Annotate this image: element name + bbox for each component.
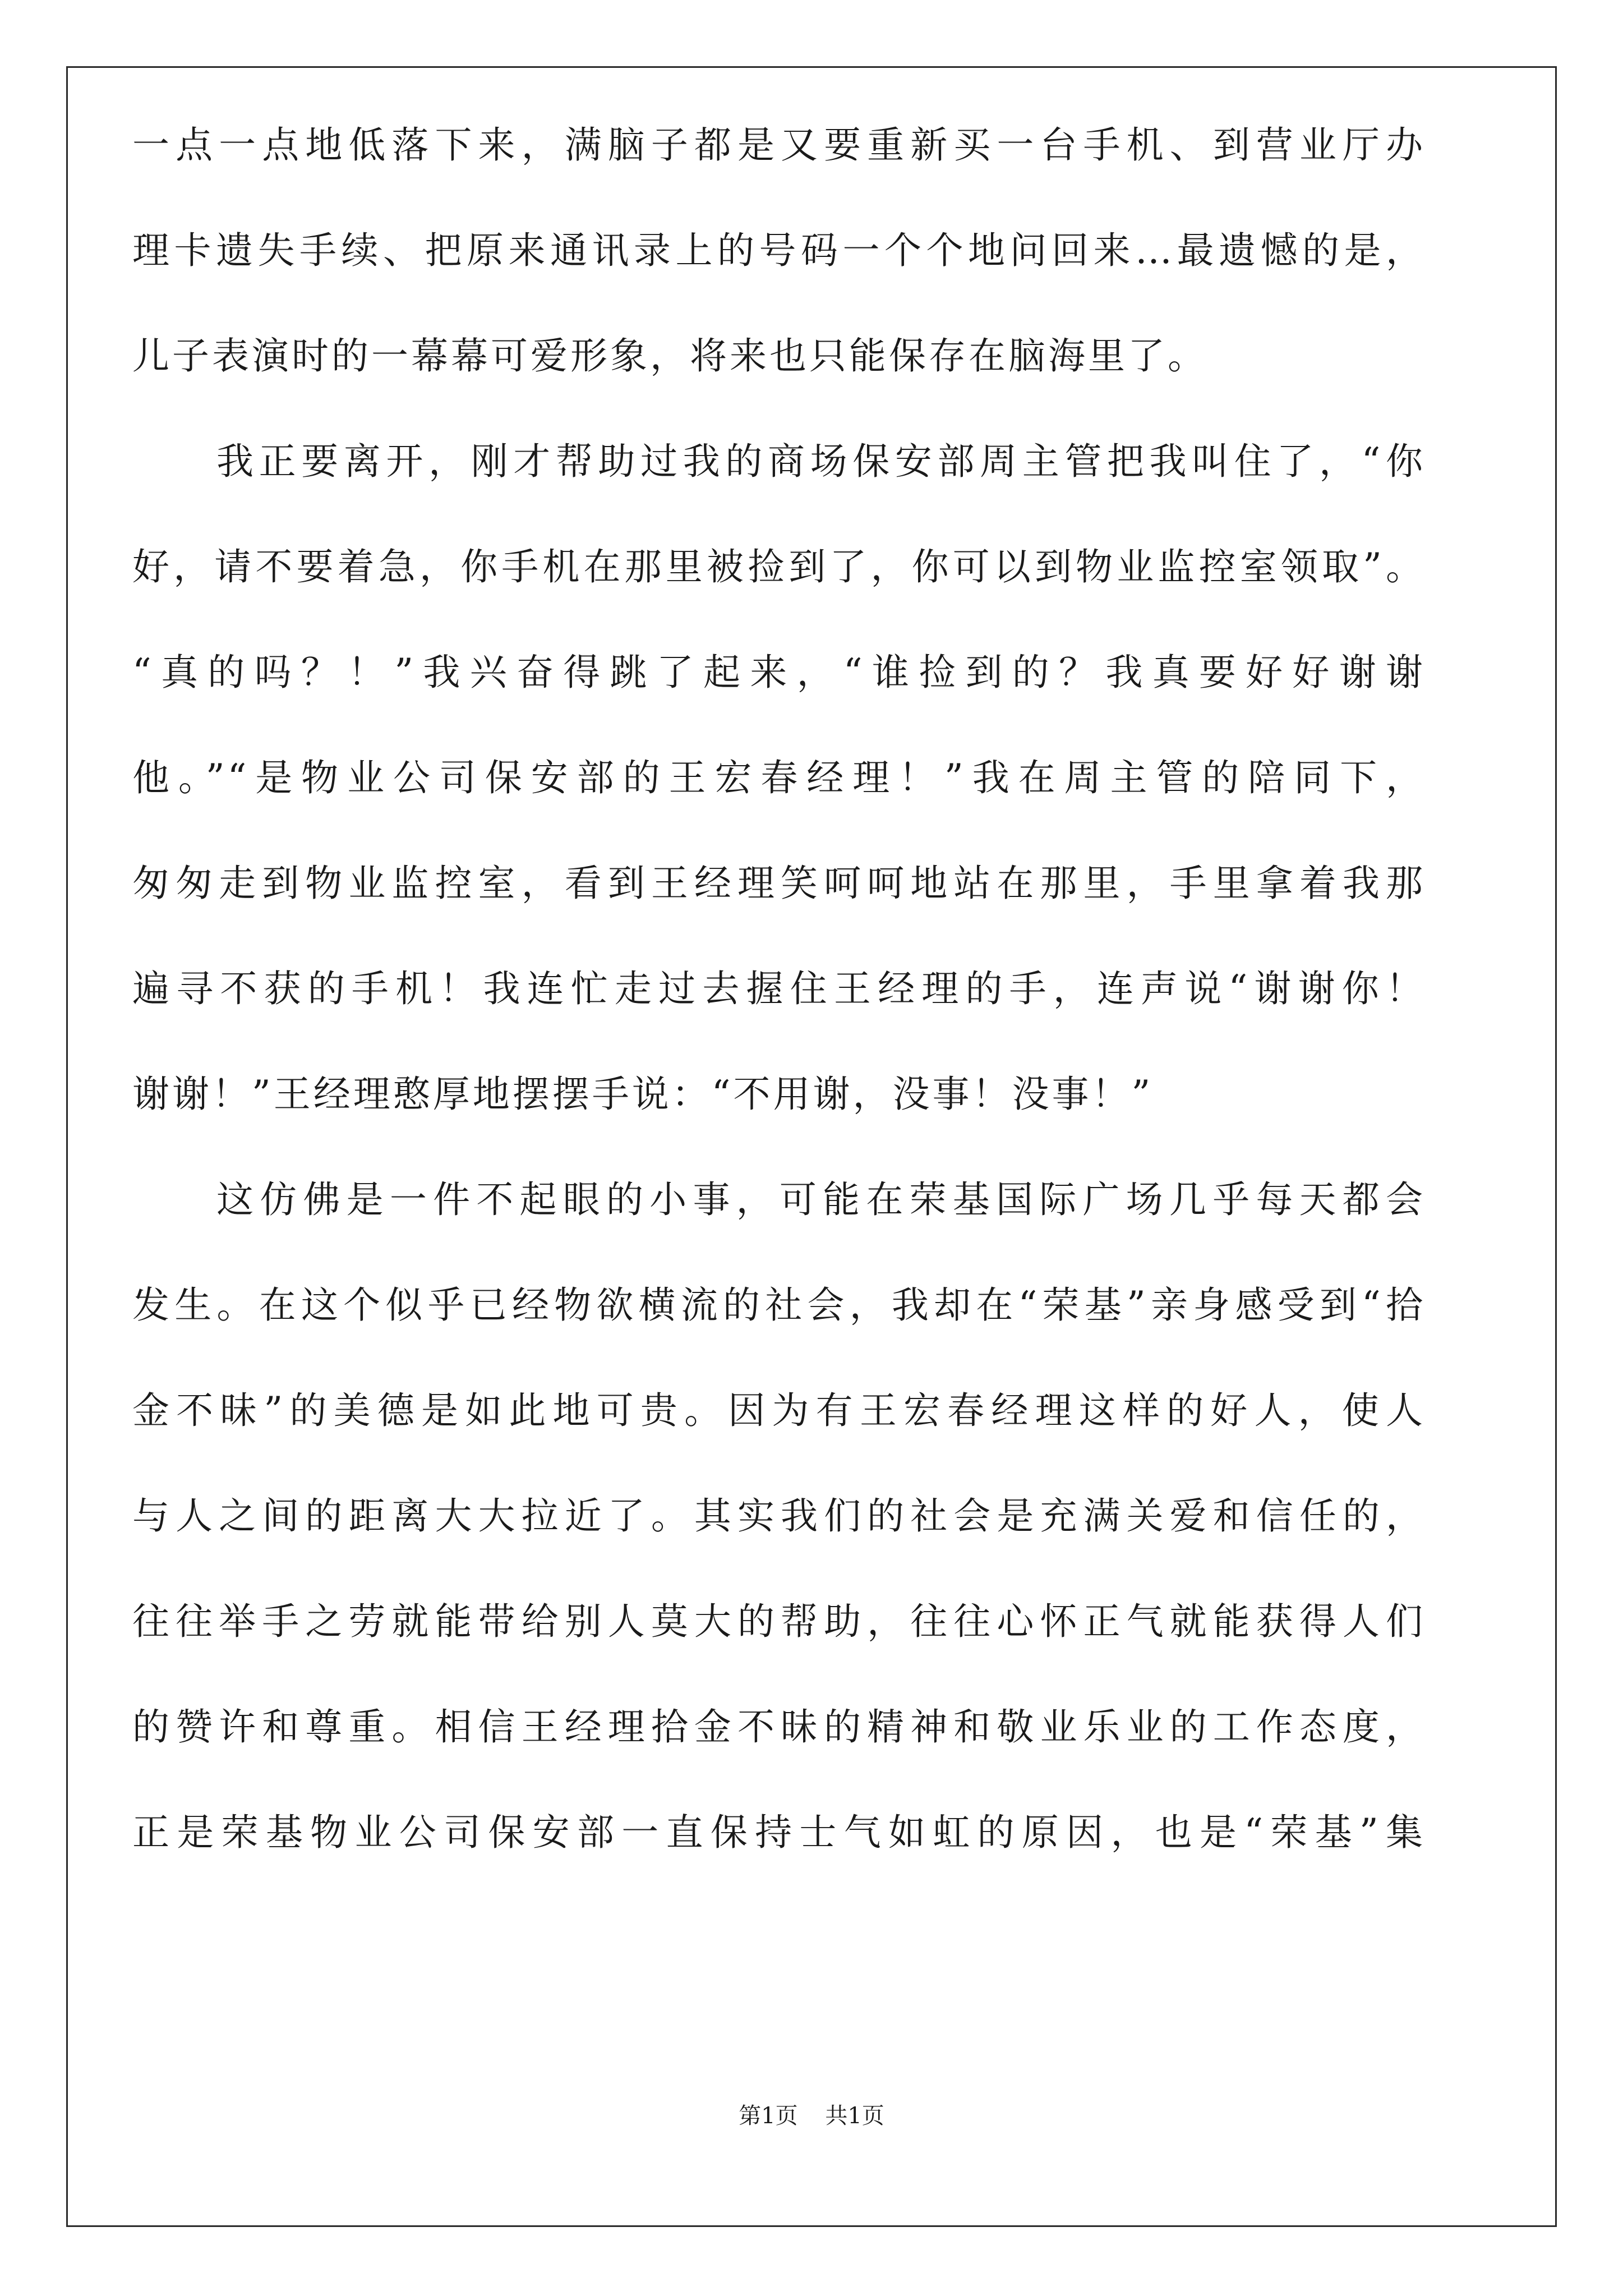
text-line: 匆匆走到物业监控室，看到王经理笑呵呵地站在那里，手里拿着我那 bbox=[132, 862, 1426, 905]
text-line: 他。”“是物业公司保安部的王宏春经理！”我在周主管的陪同下， bbox=[132, 756, 1426, 799]
text-line: 金不昧”的美德是如此地可贵。因为有王宏春经理这样的好人，使人 bbox=[132, 1389, 1426, 1432]
paragraph-first-line: 这仿佛是一件不起眼的小事，可能在荣基国际广场几乎每天都会 bbox=[216, 1178, 1426, 1221]
page-total: 共1页 bbox=[825, 2103, 884, 2129]
text-line: 发生。在这个似乎已经物欲横流的社会，我却在“荣基”亲身感受到“拾 bbox=[132, 1283, 1426, 1327]
text-line: 好，请不要着急，你手机在那里被捡到了，你可以到物业监控室领取”。 bbox=[132, 545, 1426, 588]
page-number: 第1页 bbox=[739, 2103, 798, 2129]
page-footer bbox=[0, 2099, 1623, 2133]
text-line: “真的吗？！”我兴奋得跳了起来，“谁捡到的？我真要好好谢谢 bbox=[132, 651, 1426, 694]
document-body bbox=[132, 93, 1426, 1885]
text-line: 正是荣基物业公司保安部一直保持士气如虹的原因，也是“荣基”集 bbox=[132, 1811, 1426, 1854]
text-line: 理卡遗失手续、把原来通讯录上的号码一个个地问回来…最遗憾的是， bbox=[132, 229, 1426, 272]
text-line: 一点一点地低落下来，满脑子都是又要重新买一台手机、到营业厅办 bbox=[132, 123, 1426, 167]
text-line: 遍寻不获的手机！我连忙走过去握住王经理的手，连声说“谢谢你！ bbox=[132, 967, 1426, 1010]
text-line: 儿子表演时的一幕幕可爱形象，将来也只能保存在脑海里了。 bbox=[132, 334, 1207, 378]
text-line: 的赞许和尊重。相信王经理拾金不昧的精神和敬业乐业的工作态度， bbox=[132, 1705, 1426, 1749]
paragraph-first-line: 我正要离开，刚才帮助过我的商场保安部周主管把我叫住了，“你 bbox=[216, 440, 1426, 483]
text-line: 往往举手之劳就能带给别人莫大的帮助，往往心怀正气就能获得人们 bbox=[132, 1600, 1426, 1643]
text-line: 与人之间的距离大大拉近了。其实我们的社会是充满关爱和信任的， bbox=[132, 1494, 1426, 1538]
text-line: 谢谢！”王经理憨厚地摆摆手说：“不用谢，没事！没事！” bbox=[132, 1073, 1154, 1116]
